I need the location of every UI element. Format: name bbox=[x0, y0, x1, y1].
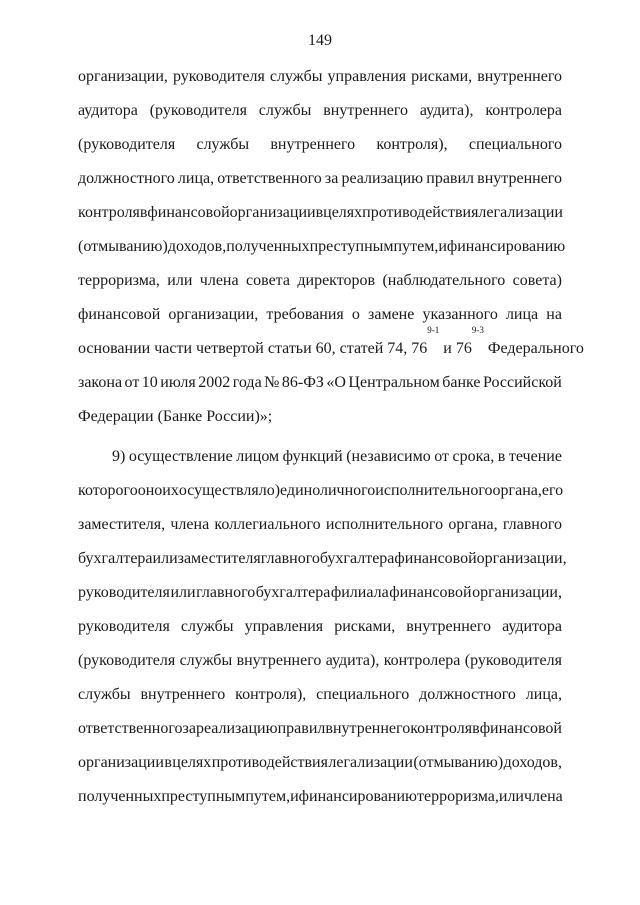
word: Российской bbox=[482, 374, 562, 391]
word: руководителя bbox=[78, 584, 170, 601]
superscript: 9-1 bbox=[427, 325, 440, 335]
word: полученных bbox=[78, 788, 162, 805]
word: единоличного bbox=[280, 482, 376, 499]
word: совета) bbox=[512, 272, 562, 289]
word: финансовой bbox=[78, 306, 161, 323]
word: за bbox=[182, 720, 196, 737]
word: аудитора bbox=[502, 618, 562, 635]
word: № bbox=[264, 374, 280, 391]
word: контролера bbox=[383, 652, 461, 669]
word: реализацию bbox=[195, 720, 278, 737]
word: аудита), bbox=[325, 652, 380, 669]
word: 10 bbox=[141, 374, 158, 391]
word: финансированию bbox=[298, 788, 417, 805]
word: управления bbox=[327, 68, 407, 85]
word: ответственного bbox=[78, 720, 183, 737]
text-line bbox=[78, 474, 562, 508]
word: в bbox=[497, 448, 506, 465]
word: органа, bbox=[492, 482, 542, 499]
text-line bbox=[78, 780, 562, 814]
word: члена bbox=[170, 516, 210, 533]
word: бухгалтера bbox=[78, 550, 153, 567]
word: преступным bbox=[309, 238, 394, 255]
word: от bbox=[434, 448, 449, 465]
word: внутреннего bbox=[270, 136, 356, 153]
word: должностного bbox=[78, 170, 175, 187]
word: лицом bbox=[236, 448, 280, 465]
word: рисками, bbox=[411, 68, 473, 85]
word: 2002 bbox=[198, 374, 231, 391]
word: контроля bbox=[410, 720, 473, 737]
word: в bbox=[472, 720, 480, 737]
text-line bbox=[78, 644, 562, 678]
text-fragment: основании части четвертой статьи 60, статей 74, 76 bbox=[78, 340, 428, 357]
text-line bbox=[78, 542, 567, 576]
word: и bbox=[290, 788, 299, 805]
text-line bbox=[78, 610, 562, 644]
word: службы bbox=[78, 686, 131, 703]
word: рисками, bbox=[334, 618, 396, 635]
word: главного bbox=[260, 550, 320, 567]
word: его bbox=[541, 482, 564, 499]
word: лица bbox=[505, 306, 539, 323]
word: преступным bbox=[161, 788, 246, 805]
word: целях bbox=[172, 754, 212, 771]
word: легализации bbox=[478, 204, 563, 221]
word: организации bbox=[229, 204, 316, 221]
text-line bbox=[78, 230, 566, 264]
word: «О bbox=[326, 374, 346, 391]
text-line bbox=[78, 576, 562, 610]
word: в bbox=[164, 754, 172, 771]
word: главного bbox=[196, 584, 256, 601]
word: бухгалтера bbox=[319, 550, 395, 567]
word: руководителя bbox=[172, 68, 265, 85]
word: реализацию bbox=[341, 170, 424, 187]
word: указанного bbox=[422, 306, 498, 323]
word: или bbox=[170, 584, 196, 601]
word: требования bbox=[266, 306, 344, 323]
word: внутреннего bbox=[236, 652, 322, 669]
word: бухгалтера bbox=[255, 584, 331, 601]
word: внутреннего bbox=[477, 68, 562, 85]
word: срока, bbox=[452, 448, 495, 465]
word: специального bbox=[316, 686, 410, 703]
superscript: 9-3 bbox=[471, 325, 484, 335]
word: или bbox=[152, 550, 178, 567]
word: путем, bbox=[245, 788, 291, 805]
word: контроля bbox=[78, 204, 140, 221]
word: полученных bbox=[226, 238, 310, 255]
word: в bbox=[139, 204, 148, 221]
word: (отмыванию) bbox=[78, 238, 168, 255]
word: заместителя, bbox=[78, 516, 166, 533]
word: банке bbox=[442, 374, 481, 391]
word: организации, bbox=[476, 550, 567, 567]
word: 86-ФЗ bbox=[281, 374, 324, 391]
word: в bbox=[315, 204, 324, 221]
word: руководителя bbox=[78, 618, 170, 635]
word: финансовой bbox=[479, 720, 562, 737]
word: противодействия bbox=[211, 754, 328, 771]
text-line bbox=[78, 440, 562, 474]
word: которого bbox=[78, 482, 138, 499]
word: ответственного bbox=[217, 170, 322, 187]
page-number: 149 bbox=[308, 32, 332, 49]
word: филиала bbox=[330, 584, 389, 601]
text-line bbox=[78, 508, 562, 542]
word: финансовой bbox=[394, 550, 477, 567]
word: контроля), bbox=[235, 686, 307, 703]
word: путем, bbox=[393, 238, 439, 255]
word: года bbox=[232, 374, 262, 391]
word: (наблюдательного bbox=[382, 272, 506, 289]
word: совета bbox=[246, 272, 290, 289]
word: заместителя bbox=[177, 550, 261, 567]
word: о bbox=[351, 306, 360, 323]
word: финансированию bbox=[446, 238, 566, 255]
word: осуществляло) bbox=[178, 482, 281, 499]
word: аудита), bbox=[419, 102, 474, 119]
word: легализации bbox=[328, 754, 413, 771]
text-line bbox=[78, 746, 562, 780]
word: организации bbox=[78, 754, 164, 771]
paragraph-2 bbox=[78, 440, 567, 814]
word: правил bbox=[426, 170, 475, 187]
word: июля bbox=[160, 374, 196, 391]
word: финансовой bbox=[389, 584, 472, 601]
word: (отмыванию) bbox=[413, 754, 504, 771]
word: лица, bbox=[177, 170, 215, 187]
word: финансовой bbox=[147, 204, 230, 221]
word: члена bbox=[199, 272, 239, 289]
word: (руководителя bbox=[78, 136, 176, 153]
word: внутреннего bbox=[323, 102, 409, 119]
word: главного bbox=[502, 516, 562, 533]
word: за bbox=[324, 170, 339, 187]
word: (руководителя bbox=[149, 102, 247, 119]
word: функций bbox=[282, 448, 343, 465]
word: службы bbox=[196, 136, 250, 153]
word: (руководителя bbox=[78, 652, 176, 669]
text-line bbox=[78, 128, 562, 162]
word: от bbox=[124, 374, 140, 391]
word: 9) bbox=[112, 448, 126, 465]
word: внутреннего bbox=[406, 618, 492, 635]
word: аудитора bbox=[78, 102, 138, 119]
word: или bbox=[498, 788, 524, 805]
paragraph-1 bbox=[78, 60, 584, 434]
word: на bbox=[546, 306, 562, 323]
word: должностного bbox=[419, 686, 516, 703]
word: органа, bbox=[448, 516, 498, 533]
word: целях bbox=[323, 204, 363, 221]
text-line bbox=[78, 298, 562, 332]
text-line bbox=[78, 264, 562, 298]
word: управления bbox=[244, 618, 324, 635]
word: исполнительного bbox=[375, 482, 493, 499]
word: специального bbox=[468, 136, 562, 153]
word: терроризма, bbox=[417, 788, 499, 805]
word: службы bbox=[179, 652, 233, 669]
word: (независимо bbox=[346, 448, 431, 465]
text-line bbox=[78, 325, 584, 366]
word: службы bbox=[180, 618, 234, 635]
word: Центральном bbox=[348, 374, 440, 391]
word: течение bbox=[508, 448, 562, 465]
word: и bbox=[438, 238, 447, 255]
text-line bbox=[78, 162, 562, 196]
word: осуществление bbox=[128, 448, 233, 465]
text-line bbox=[78, 678, 562, 712]
word: директоров bbox=[297, 272, 376, 289]
word: коллегиального bbox=[214, 516, 321, 533]
text-fragment: и 76 bbox=[439, 340, 472, 357]
word: (руководителя bbox=[464, 652, 562, 669]
text-line bbox=[78, 94, 562, 128]
word: внутреннего bbox=[140, 686, 226, 703]
text-line bbox=[78, 196, 562, 230]
word: закона bbox=[78, 374, 123, 391]
word: доходов, bbox=[167, 238, 227, 255]
word: организации, bbox=[472, 584, 562, 601]
word: правил bbox=[277, 720, 326, 737]
word: или bbox=[167, 272, 193, 289]
word: службы bbox=[258, 102, 312, 119]
text-line: Федерации (Банке России)»; bbox=[78, 408, 273, 425]
word: замене bbox=[368, 306, 415, 323]
word: внутреннего bbox=[477, 170, 562, 187]
word: службы bbox=[269, 68, 323, 85]
word: лица, bbox=[525, 686, 562, 703]
word: терроризма, bbox=[78, 272, 160, 289]
word: внутреннего bbox=[325, 720, 411, 737]
word: контролера bbox=[485, 102, 562, 119]
word: доходов, bbox=[503, 754, 562, 771]
word: оно bbox=[137, 482, 163, 499]
text-line bbox=[78, 366, 562, 400]
word: исполнительного bbox=[325, 516, 444, 533]
word: противодействия bbox=[362, 204, 479, 221]
word: их bbox=[162, 482, 179, 499]
text-line bbox=[78, 60, 562, 94]
text-fragment: Федерального bbox=[483, 340, 584, 357]
text-line bbox=[78, 712, 562, 746]
word: члена bbox=[523, 788, 563, 805]
word: контроля), bbox=[376, 136, 448, 153]
word: организации, bbox=[168, 306, 259, 323]
word: организации, bbox=[78, 68, 168, 85]
